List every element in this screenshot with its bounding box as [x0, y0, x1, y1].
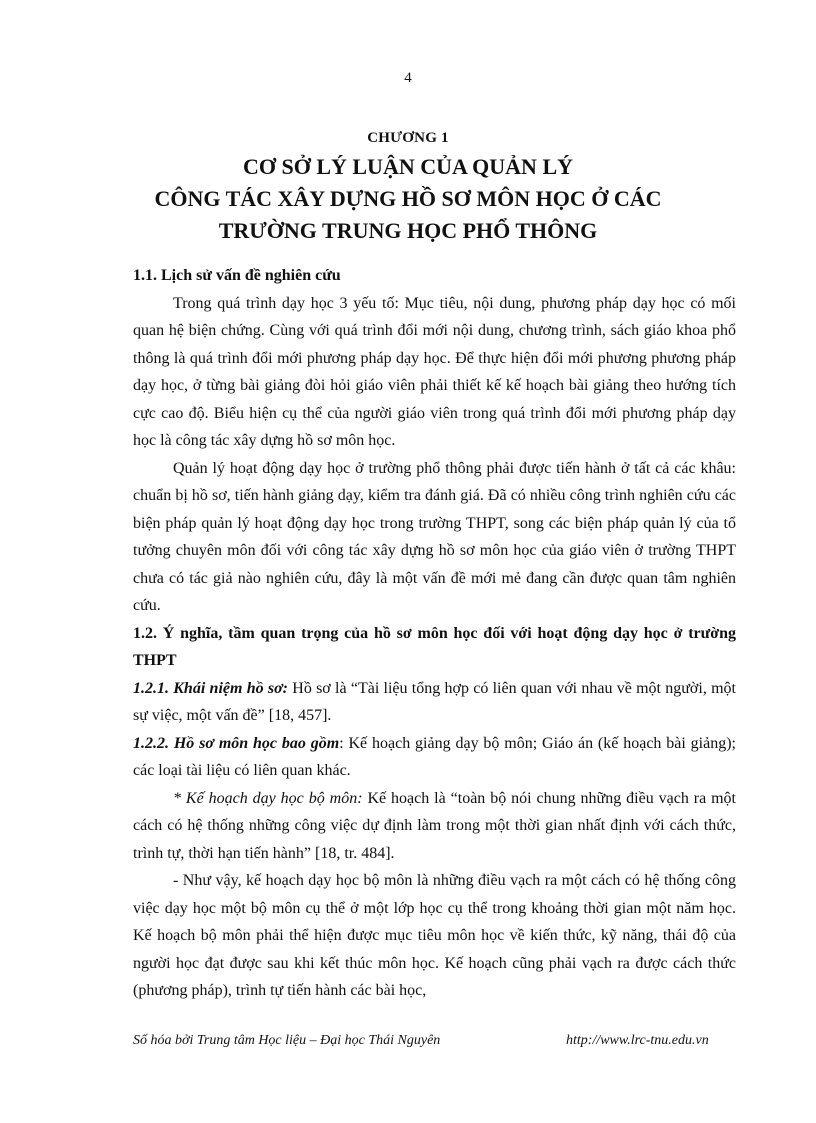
subsection-1-2-1: [133, 675, 736, 730]
subsection-1-2-2: [133, 730, 736, 785]
chapter-title-line: TRƯỜNG TRUNG HỌC PHỔ THÔNG: [218, 218, 598, 243]
chapter-title-line: CÔNG TÁC XÂY DỰNG HỒ SƠ MÔN HỌC Ở CÁC: [154, 186, 662, 211]
subsection-label: 1.2.1. Khái niệm hồ sơ:: [133, 679, 288, 697]
subsection-text: : Kế hoạch giảng dạy bộ môn; Giáo án (kế hoạch bài giảng); các loại tài liệu có liên quan khác.: [133, 734, 737, 779]
footer-url: http://www.lrc-tnu.edu.vn: [566, 1033, 709, 1048]
footer-source: Số hóa bởi Trung tâm Học liệu – Đại học Thái Nguyên: [133, 1033, 441, 1048]
section-heading-1-2: 1.2. Ý nghĩa, tầm quan trọng của hồ sơ môn học đối với hoạt động dạy học ở trường THPT: [133, 624, 736, 669]
plan-text: Kế hoạch là “toàn bộ nói chung những điều vạch ra một cách có hệ thống những công việc dự định làm trong một thời gian nhất định với cách thức, trình tự, thời hạn tiến hành” [18, tr. 484].: [133, 789, 737, 862]
chapter-title: [0, 151, 816, 247]
subsection-label: 1.2.2. Hồ sơ môn học bao gồm: [133, 734, 340, 752]
chapter-title-line: CƠ SỞ LÝ LUẬN CỦA QUẢN LÝ: [242, 154, 574, 179]
paragraph: - Như vậy, kế hoạch dạy học bộ môn là những điều vạch ra một cách có hệ thống công việc dạy học một bộ môn cụ thể ở một lớp học cụ thể trong khoảng thời gian một năm học. Kế hoạch bộ môn phải thể hiện được mục tiêu môn học về kiến thức, kỹ năng, thái độ của người học đạt được sau khi kết thúc môn học. Kế hoạch cũng phải vạch ra được cách thức (phương pháp), trình tự tiến hành các bài học,: [133, 872, 736, 999]
page-number: 4: [404, 70, 412, 86]
document-body: [133, 262, 736, 1005]
subsection-text: Hồ sơ là “Tài liệu tổng hợp có liên quan với nhau về một người, một sự việc, một vấn đề” [18, 457].: [133, 679, 736, 724]
paragraph: Trong quá trình dạy học 3 yếu tố: Mục tiêu, nội dung, phương pháp dạy học có mối quan hệ biện chứng. Cùng với quá trình đổi mới nội dung, chương trình, sách giáo khoa phổ thông là quá trình đổi mới phương pháp dạy học. Để thực hiện đổi mới phương phương pháp dạy học, ở từng bài giảng đòi hỏi giáo viên phải thiết kế kế hoạch bài giảng theo hướng tích cực cao độ. Biểu hiện cụ thể của người giáo viên trong quá trình đổi mới phương pháp dạy học là công tác xây dựng hồ sơ môn học.: [133, 294, 736, 449]
plan-label: * Kế hoạch dạy học bộ môn:: [173, 789, 363, 807]
chapter-label: CHƯƠNG 1: [367, 130, 449, 146]
section-heading-1-1: 1.1. Lịch sử vấn đề nghiên cứu: [133, 267, 341, 284]
plan-definition: [133, 785, 736, 868]
paragraph: Quản lý hoạt động dạy học ở trường phổ thông phải được tiến hành ở tất cả các khâu: chuẩn bị hồ sơ, tiến hành giảng dạy, kiểm tra đánh giá. Đã có nhiều công trình nghiên cứu các biện pháp quản lý hoạt động dạy học trong trường THPT, song các biện pháp quản lý của tổ tưởng chuyên môn đối với công tác xây dựng hồ sơ môn học của giáo viên ở trường THPT chưa có tác giả nào nghiên cứu, đây là một vấn đề mới mẻ đang cần được quan tâm nghiên cứu.: [133, 459, 736, 614]
chapter-header: [0, 130, 816, 247]
